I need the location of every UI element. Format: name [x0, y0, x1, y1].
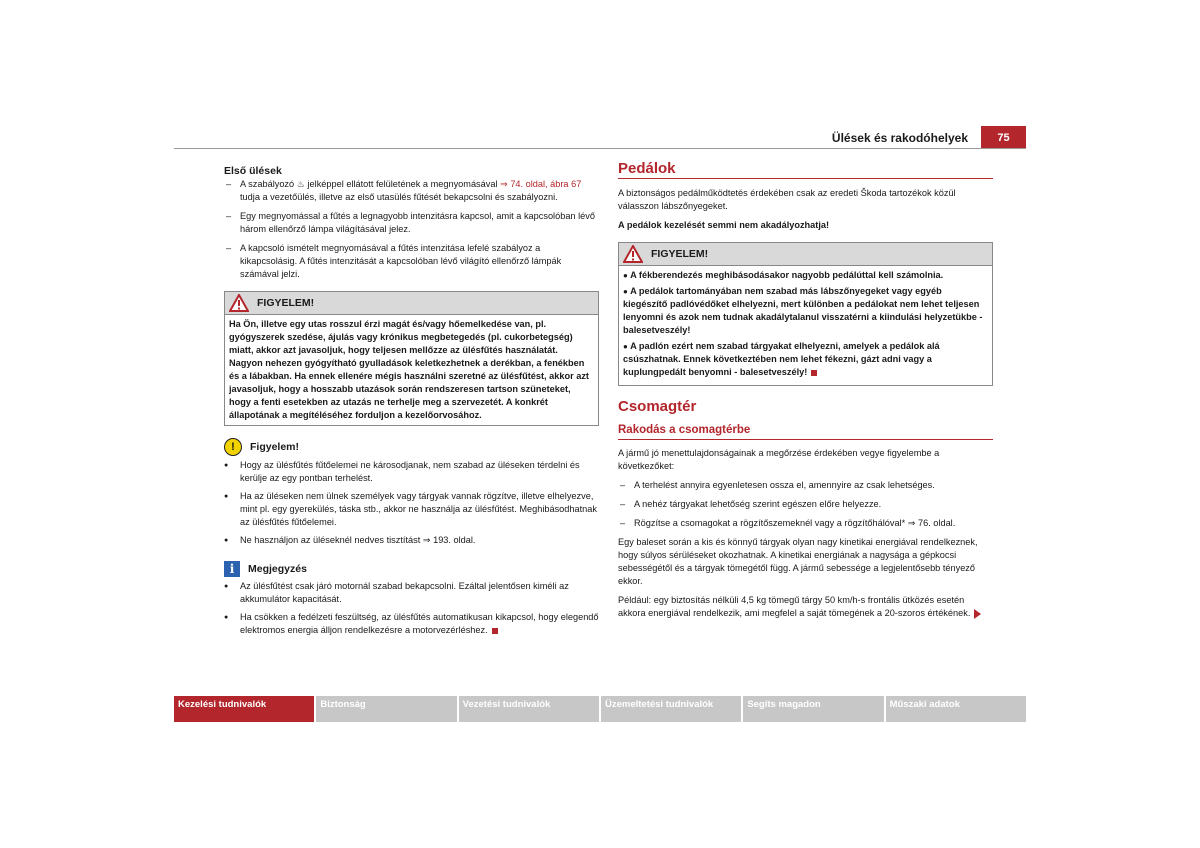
end-marker-icon	[811, 370, 817, 376]
page-number: 75	[981, 126, 1026, 149]
tab-operation-instructions[interactable]: Üzemeltetési tudnivalók	[601, 696, 741, 722]
continue-arrow-icon	[974, 609, 981, 619]
warning-header: FIGYELEM!	[619, 243, 992, 266]
note-heading: i Megjegyzés	[224, 561, 599, 577]
list-item: – Rögzítse a csomagokat a rögzítőszemeknél vagy a rögzítőhálóval* ⇒ 76. oldal.	[618, 517, 993, 530]
paragraph: Például: egy biztosítás nélküli 4,5 kg tömegű tárgy 50 km/h-s frontális ütközés esetén akkora energiával rendelkezik, ami megfelel a saját tömegének a 20-szoros értékének.	[618, 594, 993, 620]
warning-item: ● A pedálok tartományában nem szabad más lábszőnyegeket vagy egyéb kiegészítő padlóvédőket elhelyezni, mert különben a pedálokat nem lehet teljesen lenyomni és azok nem tudnak akadálytalanul visszatérni a kiindulási helyzetükbe - balesetveszély!	[623, 285, 988, 337]
paragraph: A biztonságos pedálműködtetés érdekében csak az eredeti Škoda tartozékok közül válasszon lábszőnyegeket.	[618, 188, 956, 211]
list-item: ● Ne használjon az üléseknél nedves tisztítást ⇒ 193. oldal.	[224, 534, 599, 547]
warning-item: ● A fékberendezés meghibásodásakor nagyobb pedálúttal kell számolnia.	[623, 269, 988, 282]
section-heading-front-seats: Első ülések	[224, 165, 282, 177]
warning-text: Ha Ön, illetve egy utas rosszul érzi magát és/vagy hőemelkedése van, pl. gyógyszerek szedése, ájulás vagy krónikus megbetegedés (pl. cukorbetegség) miatt, akkor azt javasoljuk, hogy teljesen mellőzze az ülésfűtés használatát. Nagyon nehezen gyógyítható gyulladások keletkezhetnek a derékban, a fenékben és a lábakban. Ha ennek ellenére mégis használni szeretné az ülésfűtést, akkor azt javasoljuk, hogy a hosszabb utazások során rendszeresen tartson szüneteket, hogy a fenti esetekben az utazás ne terhelje meg a szervezetét. A konkrét állapotának a megítéléséhez forduljon a kezelőorvosához.	[229, 319, 589, 420]
paragraph: Egy baleset során a kis és könnyű tárgyak olyan nagy kinetikai energiával rendelkeznek, hogy súlyos sérüléseket okozhatnak. A kinetikai energiának a nagysága a gépkocsi sebességétől és a tárgyak tömegétől függ. A jármű sebessége a legjelentősebb tényező ekkor.	[618, 537, 978, 586]
right-column	[618, 162, 993, 620]
warning-triangle-icon	[623, 245, 643, 263]
list-item: – A terhelést annyira egyenletesen ossza el, amennyire az csak lehetséges.	[618, 479, 993, 492]
tab-safety[interactable]: Biztonság	[316, 696, 456, 722]
list-item: – Egy megnyomással a fűtés a legnagyobb intenzitásra kapcsol, amit a kapcsolóban lévő három ellenőrző lámpa világításával jelez.	[224, 210, 599, 236]
list-item: ● Az ülésfűtést csak járó motornál szabad bekapcsolni. Ezáltal jelentősen kiméli az akkumulátor kapacitását.	[224, 580, 599, 606]
section-title-pedals: Pedálok	[618, 162, 993, 179]
bold-statement: A pedálok kezelését semmi nem akadályozhatja!	[618, 220, 830, 230]
warning-box	[618, 242, 993, 386]
paragraph: A jármű jó menettulajdonságainak a megőrzése érdekében vegye figyelembe a következőket:	[618, 448, 940, 471]
chapter-tabs	[174, 696, 1026, 722]
header-rule	[174, 148, 1026, 149]
warning-triangle-icon	[229, 294, 249, 312]
tab-self-help[interactable]: Segíts magadon	[743, 696, 883, 722]
left-column	[224, 165, 599, 642]
section-title-trunk: Csomagtér	[618, 398, 697, 415]
tab-technical-data[interactable]: Műszaki adatok	[886, 696, 1026, 722]
caution-heading: ! Figyelem!	[224, 438, 599, 456]
end-marker-icon	[492, 628, 498, 634]
tab-operating-instructions[interactable]: Kezelési tudnivalók	[174, 696, 314, 722]
list-item: – A szabályozó ♨ jelképpel ellátott felületének a megnyomásával ⇒ 74. oldal, ábra 67 tudja a vezetőülés, illetve az első utasülés fűtését bekapcsolni és szabályozni.	[224, 178, 599, 204]
list-item: ● Ha az üléseken nem ülnek személyek vagy tárgyak vannak rögzítve, illetve elhelyezve, mint pl. egy gyerekülés, táska stb., akkor ne használja az ülésfűtést. Meghibásodhatnak az ülésfűtés fűtőelemei.	[224, 490, 599, 529]
warning-header: FIGYELEM!	[225, 292, 598, 315]
seat-heating-icon: ♨	[296, 179, 305, 189]
cross-reference-link[interactable]: ⇒ 74. oldal, ábra 67	[500, 179, 582, 189]
list-item: – A nehéz tárgyakat lehetőség szerint egészen előre helyezze.	[618, 498, 993, 511]
info-icon: i	[224, 561, 240, 577]
list-item: – A kapcsoló ismételt megnyomásával a fűtés intenzitása lefelé szabályoz a kikapcsolásig. A fűtés intenzitását a kapcsolóban lévő világító ellenőrző lámpák számával jelzi.	[224, 242, 599, 281]
exclamation-circle-icon: !	[224, 438, 242, 456]
list-item: ● Ha csökken a fedélzeti feszültség, az ülésfűtés automatikusan kikapcsol, hogy elegendő elektromos energia álljon rendelkezésre a motorvezérléshez.	[224, 611, 599, 637]
tab-driving-instructions[interactable]: Vezetési tudnivalók	[459, 696, 599, 722]
page-header-title: Ülések és rakodóhelyek	[831, 131, 968, 145]
subsection-title-loading: Rakodás a csomagtérbe	[618, 424, 993, 440]
warning-box	[224, 291, 599, 426]
warning-item: ● A padlón ezért nem szabad tárgyakat elhelyezni, amelyek a pedálok alá csúszhatnak. Ennek következtében nem lehet fékezni, gázt adni vagy a kuplungpedált benyomni - balesetveszély!	[623, 340, 988, 379]
list-item: ● Hogy az ülésfűtés fűtőelemei ne károsodjanak, nem szabad az üléseken térdelni és kerülje az egy pontban terhelést.	[224, 459, 599, 485]
